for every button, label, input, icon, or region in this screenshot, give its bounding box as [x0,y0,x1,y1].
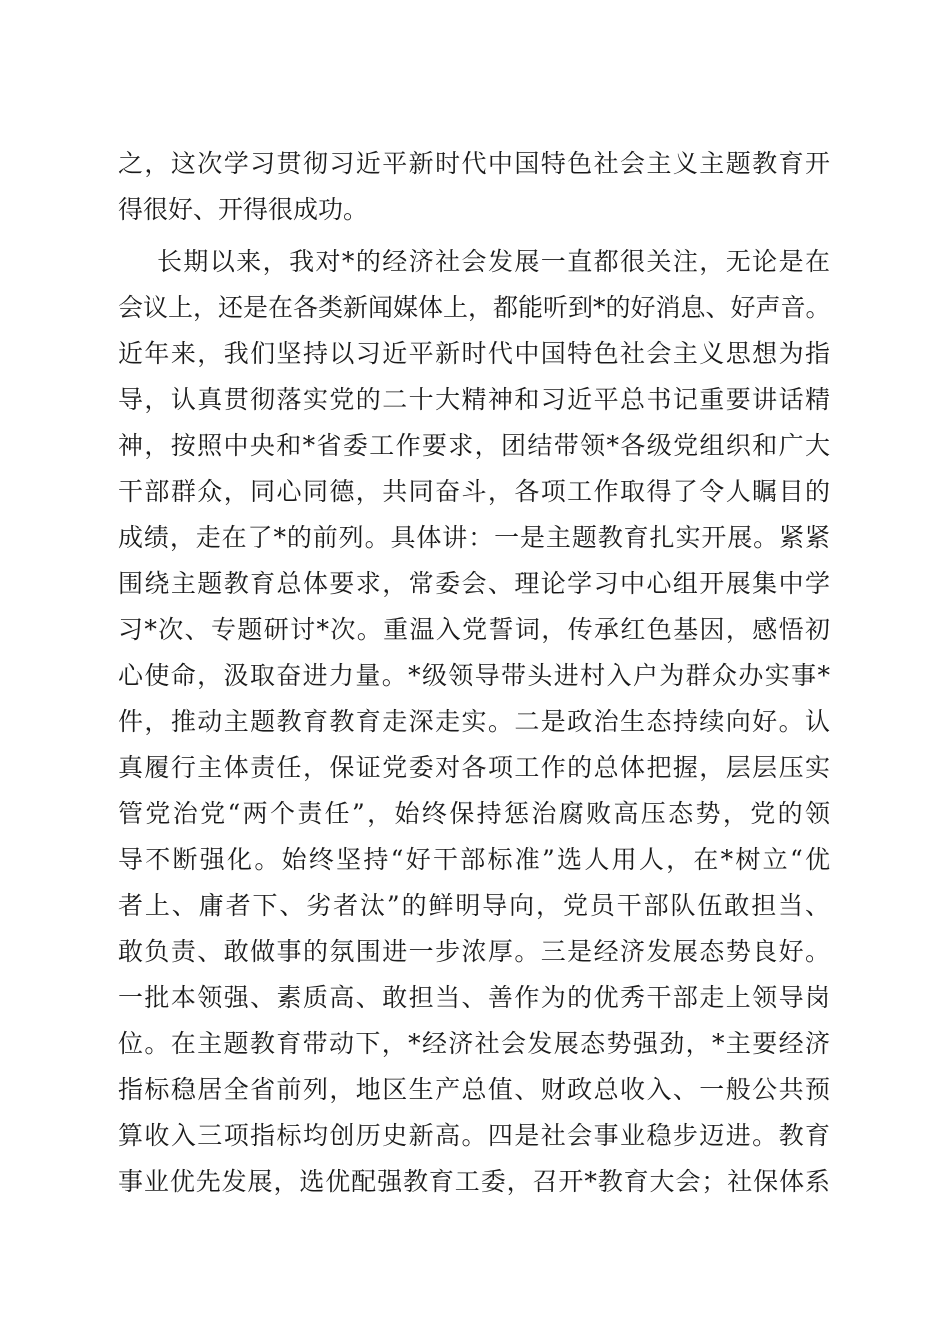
text-line: 习*次、专题研讨*次。重温入党誓词，传承红色基因，感悟初 [118,615,830,644]
text-line: 件，推动主题教育教育走深走实。二是政治生态持续向好。认 [118,707,830,736]
text-line: 敢负责、敢做事的氛围进一步浓厚。三是经济发展态势良好。 [118,937,830,966]
text-line: 得很好、开得很成功。 [118,195,369,224]
text-line: 神，按照中央和*省委工作要求，团结带领*各级党组织和广大 [118,431,830,460]
text-line: 真履行主体责任，保证党委对各项工作的总体把握，层层压实 [118,753,830,782]
text-line: 干部群众，同心同德，共同奋斗，各项工作取得了令人瞩目的 [118,477,830,506]
text-line: 心使命，汲取奋进力量。*级领导带头进村入户为群众办实事* [118,661,830,690]
text-line: 算收入三项指标均创历史新高。四是社会事业稳步迈进。教育 [118,1121,830,1150]
text-line: 指标稳居全省前列，地区生产总值、财政总收入、一般公共预 [118,1075,830,1104]
text-line: 成绩，走在了*的前列。具体讲：一是主题教育扎实开展。紧紧 [118,523,830,552]
text-line: 围绕主题教育总体要求，常委会、理论学习中心组开展集中学 [118,569,830,598]
paragraph-2 [118,239,830,1205]
text-line: 位。在主题教育带动下，*经济社会发展态势强劲，*主要经济 [118,1029,830,1058]
text-line: 导，认真贯彻落实党的二十大精神和习近平总书记重要讲话精 [118,385,830,414]
text-line: 长期以来，我对*的经济社会发展一直都很关注，无论是在 [157,247,830,276]
paragraph-1 [118,141,830,233]
text-line: 管党治党“两个责任”，始终保持惩治腐败高压态势，党的领 [118,799,830,828]
text-line: 近年来，我们坚持以习近平新时代中国特色社会主义思想为指 [118,339,830,368]
text-line: 之，这次学习贯彻习近平新时代中国特色社会主义主题教育开 [118,149,830,178]
text-line: 事业优先发展，选优配强教育工委，召开*教育大会；社保体系 [118,1167,830,1196]
text-line: 会议上，还是在各类新闻媒体上，都能听到*的好消息、好声音。 [118,293,831,322]
document-body [118,141,830,1205]
text-line: 者上、庸者下、劣者汰”的鲜明导向，党员干部队伍敢担当、 [118,891,830,920]
text-line: 导不断强化。始终坚持“好干部标准”选人用人，在*树立“优 [118,845,830,874]
text-line: 一批本领强、素质高、敢担当、善作为的优秀干部走上领导岗 [118,983,830,1012]
